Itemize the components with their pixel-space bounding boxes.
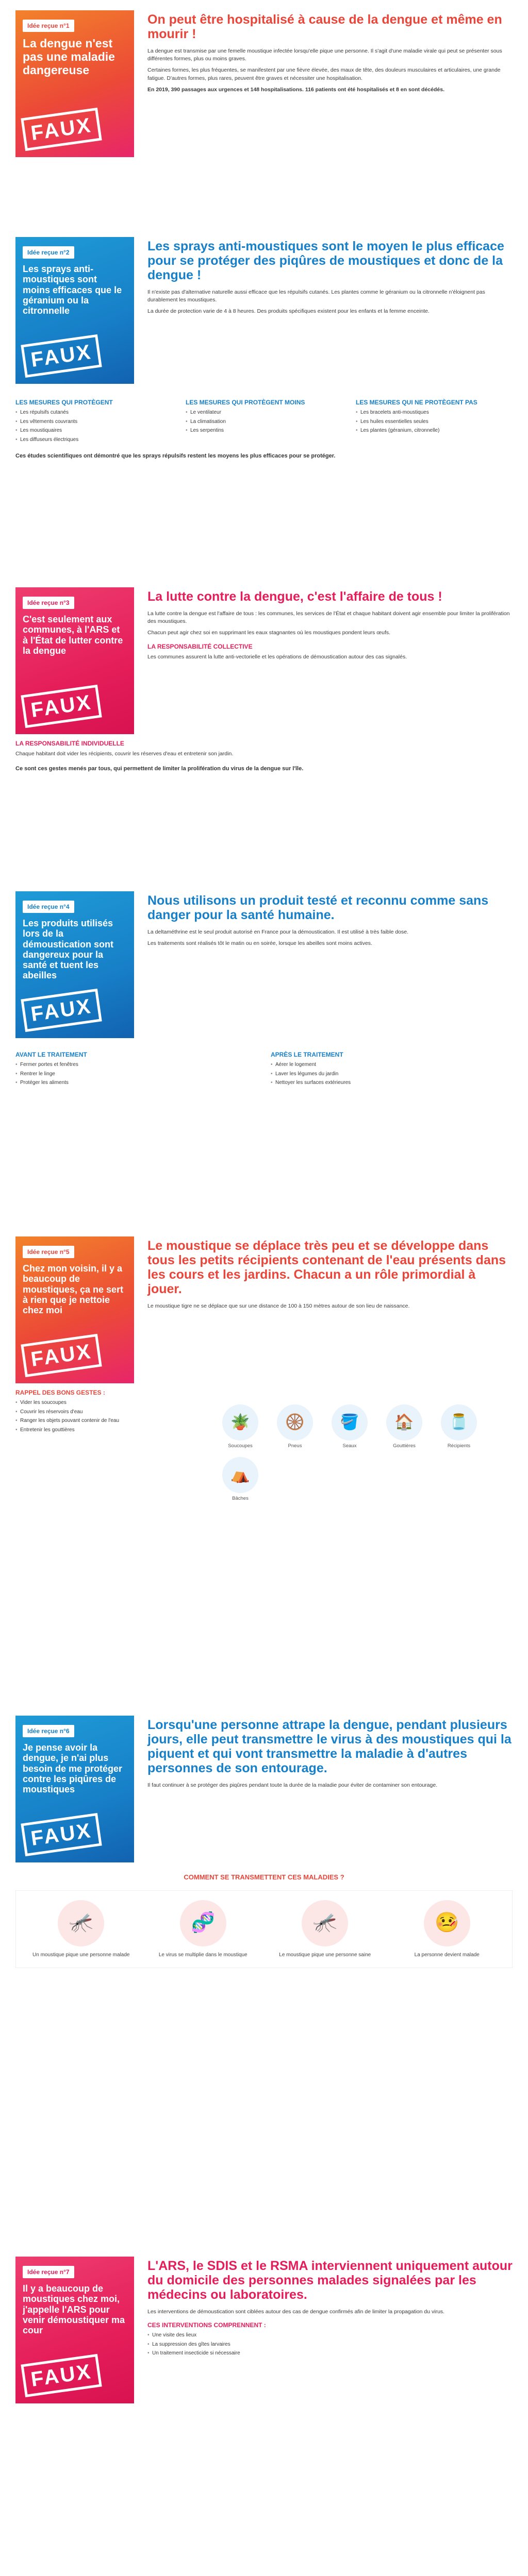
section-7 [0, 2257, 528, 2403]
list-item: • Aérer le logement [271, 1061, 513, 1069]
virus-icon: 🧬 [180, 1900, 226, 1946]
bucket-icon: 🪣 Seaux [326, 1404, 373, 1450]
myth-tag: Idée reçue n°7 [23, 2266, 74, 2278]
section-2 [0, 237, 528, 460]
list-item: • Les bracelets anti-moustiques [356, 409, 513, 417]
myth-card-7 [15, 2257, 134, 2403]
answer-4 [147, 891, 513, 1038]
list-item: • Nettoyer les surfaces extérieures [271, 1079, 513, 1087]
paragraph: Le moustique tigre ne se déplace que sur une distance de 100 à 150 mètres autour de son lieu de naissance. [147, 1303, 410, 1309]
paragraph: Il n'existe pas d'alternative naturelle aussi efficace que les répulsifs cutanés. Les plantes comme le géranium ou la citronnelle n'éloignent pas durablement les moustiques. [147, 289, 485, 303]
before-treatment [15, 1045, 257, 1089]
myth-tag: Idée reçue n°6 [23, 1725, 74, 1737]
paragraph: La dengue est transmise par une femelle moustique infectée lorsqu'elle pique une personne. Il s'agit d'une maladie virale qui peut se présenter sous différentes formes, plus ou moins graves. [147, 48, 502, 62]
column-heading: LES MESURES QUI NE PROTÈGENT PAS [356, 399, 477, 406]
section-3 [0, 587, 528, 773]
list-item: • Couvrir les réservoirs d'eau [15, 1409, 201, 1416]
paragraph: Chacun peut agir chez soi en supprimant les eaux stagnantes où les moustiques pondent leurs œufs. [147, 630, 391, 636]
gutter-icon: 🏠 Gouttières [381, 1404, 428, 1450]
section-note: Ce sont ces gestes menés par tous, qui permettent de limiter la prolifération du virus de la dengue sur l'île. [15, 766, 304, 772]
myth-title: Les sprays anti-moustiques sont moins efficaces que le géranium ou la citronnelle [23, 264, 122, 316]
faux-stamp: FAUX [21, 2354, 102, 2397]
paragraph: Il faut continuer à se protéger des piqûres pendant toute la durée de la maladie pour éviter de contaminer son entourage. [147, 1782, 438, 1788]
protect-less-column [186, 393, 342, 445]
paragraph: Les interventions de démoustication sont ciblées autour des cas de dengue confirmés afin de limiter la propagation du virus. [147, 2309, 445, 2315]
mosquito-icon: 🦟 [58, 1900, 104, 1946]
myth-title: Je pense avoir la dengue, je n'ai plus besoin de me protéger contre les piqûres de moustiques [23, 1742, 123, 1794]
faux-stamp: FAUX [21, 1334, 102, 1377]
diagram-step [392, 1900, 502, 1959]
diagram-step [148, 1900, 258, 1959]
section-note: Ces études scientifiques ont démontré que les sprays répulsifs restent les moyens les plus efficaces pour se protéger. [15, 453, 336, 460]
answer-title: On peut être hospitalisé à cause de la dengue et même en mourir ! [147, 12, 502, 41]
answer-title: Les sprays anti-moustiques sont le moyen le plus efficace pour se protéger des piqûres de moustiques et donc de la dengue ! [147, 239, 504, 282]
list-item: • Une visite des lieux [147, 2332, 513, 2340]
myth-tag: Idée reçue n°2 [23, 246, 74, 259]
faux-stamp: FAUX [21, 989, 102, 1032]
diagram-step [270, 1900, 380, 1959]
list-item: • Les huiles essentielles seules [356, 418, 513, 426]
subheading: CES INTERVENTIONS COMPRENNENT : [147, 2321, 266, 2329]
step-caption: La personne devient malade [414, 1952, 480, 1958]
breeding-site-illustrations [217, 1404, 513, 1502]
answer-6 [147, 1716, 513, 1862]
myth-title: C'est seulement aux communes, à l'ARS et à l'État de lutter contre la dengue [23, 614, 123, 656]
answer-1 [147, 10, 513, 157]
mosquito-icon: 🦟 [302, 1900, 348, 1946]
myth-card-6 [15, 1716, 134, 1862]
protect-column [15, 393, 172, 445]
myth-title: Chez mon voisin, il y a beaucoup de moustiques, ça ne sert à rien que je nettoie chez moi [23, 1263, 124, 1315]
sick-person-icon: 🤒 [424, 1900, 470, 1946]
myth-tag: Idée reçue n°4 [23, 901, 74, 913]
faux-stamp: FAUX [21, 108, 102, 151]
list-item: • Les moustiquaires [15, 427, 172, 435]
faux-stamp: FAUX [21, 334, 102, 378]
paragraph: La deltaméthrine est le seul produit autorisé en France pour la démoustication. Il est utilisé à très faible dose. [147, 929, 409, 935]
myth-card-4 [15, 891, 134, 1038]
subheading: AVANT LE TRAITEMENT [15, 1051, 87, 1058]
subheading: RAPPEL DES BONS GESTES : [15, 1389, 105, 1396]
answer-title: L'ARS, le SDIS et le RSMA interviennent uniquement autour du domicile des personnes malades signalées par les médecins ou laboratoires. [147, 2259, 513, 2302]
list-item: • Les serpentins [186, 427, 342, 435]
step-caption: Le virus se multiplie dans le moustique [158, 1952, 248, 1958]
paragraph: Les traitements sont réalisés tôt le matin ou en soirée, lorsque les abeilles sont moins actives. [147, 940, 372, 947]
list-item: • Les plantes (géranium, citronnelle) [356, 427, 513, 435]
myth-title: La dengue n'est pas une maladie dangereuse [23, 37, 115, 77]
container-icon: 🫙 Récipients [435, 1404, 483, 1450]
myth-card-2 [15, 237, 134, 384]
list-item: • Laver les légumes du jardin [271, 1071, 513, 1078]
list-item: • Rentrer le linge [15, 1071, 257, 1078]
faux-stamp: FAUX [21, 685, 102, 728]
myth-tag: Idée reçue n°5 [23, 1246, 74, 1258]
column-heading: LES MESURES QUI PROTÈGENT [15, 399, 113, 406]
list-item: • Protéger les aliments [15, 1079, 257, 1087]
paragraph: Certaines formes, les plus fréquentes, se manifestent par une fièvre élevée, des maux de tête, des douleurs musculaires et articulaires, une grande fatigue. D'autres formes, plus rares, peuvent être graves et nécessiter une hospitalisation. [147, 67, 501, 81]
paragraph: Les communes assurent la lutte anti-vectorielle et les opérations de démoustication autour des cas signalés. [147, 653, 407, 660]
myth-title: Les produits utilisés lors de la démoustication sont dangereux pour la santé et tuent les abeilles [23, 918, 114, 980]
list-item: • Les diffuseurs électriques [15, 436, 172, 444]
list-item: • La climatisation [186, 418, 342, 426]
answer-title: La lutte contre la dengue, c'est l'affaire de tous ! [147, 589, 442, 604]
subheading: LA RESPONSABILITÉ COLLECTIVE [147, 642, 253, 650]
saucer-icon: 🪴 Soucoupes [217, 1404, 264, 1450]
paragraph: La lutte contre la dengue est l'affaire de tous : les communes, les services de l'État et chaque habitant doivent agir ensemble pour limiter la prolifération des moustiques. [147, 611, 510, 625]
list-item: • Les répulsifs cutanés [15, 409, 172, 417]
answer-title: Le moustique se déplace très peu et se développe dans tous les petits récipients contenant de l'eau présents dans les cours et les jardins. Chacun a un rôle primordial à jouer. [147, 1239, 506, 1296]
step-caption: Un moustique pique une personne malade [32, 1952, 130, 1958]
myth-card-5 [15, 1236, 134, 1383]
answer-3 [147, 587, 513, 734]
tarp-icon: ⛺ Bâches [217, 1457, 264, 1502]
myth-title: Il y a beaucoup de moustiques chez moi, j'appelle l'ARS pour venir démoustiquer ma cour [23, 2283, 125, 2335]
section-5 [0, 1236, 528, 1502]
section-4 [0, 891, 528, 1089]
myth-tag: Idée reçue n°1 [23, 20, 74, 32]
no-protect-column [356, 393, 513, 445]
paragraph: Chaque habitant doit vider les récipients, couvrir les réserves d'eau et entretenir son jardin. [15, 751, 234, 757]
diagram-step [26, 1900, 136, 1959]
list-item: • Ranger les objets pouvant contenir de l'eau [15, 1417, 201, 1425]
faux-stamp: FAUX [21, 1813, 102, 1856]
myth-tag: Idée reçue n°3 [23, 597, 74, 609]
paragraph: La durée de protection varie de 4 à 8 heures. Des produits spécifiques existent pour les enfants et la femme enceinte. [147, 308, 430, 315]
transmission-diagram [15, 1890, 513, 1969]
myth-card-3 [15, 587, 134, 734]
answer-title: Lorsqu'une personne attrape la dengue, pendant plusieurs jours, elle peut transmettre le virus à des moustiques qui la piquent et qui vont transmettre la maladie à d'autres personnes de son entourage. [147, 1718, 512, 1775]
list-item: • Un traitement insecticide si nécessaire [147, 2350, 513, 2358]
answer-5 [147, 1236, 513, 1383]
answer-7 [147, 2257, 513, 2403]
section-1 [0, 10, 528, 157]
list-item: • Le ventilateur [186, 409, 342, 417]
list-item: • Vider les soucoupes [15, 1399, 201, 1407]
section-6 [0, 1716, 528, 1968]
answer-title: Nous utilisons un produit testé et reconnu comme sans danger pour la santé humaine. [147, 893, 489, 922]
step-caption: Le moustique pique une personne saine [279, 1952, 371, 1958]
paragraph: En 2019, 390 passages aux urgences et 148 hospitalisations. 116 patients ont été hospitalisés et 8 en sont décédés. [147, 86, 444, 93]
list-item: • La suppression des gîtes larvaires [147, 2341, 513, 2349]
tire-icon: 🛞 Pneus [271, 1404, 319, 1450]
list-item: • Entretenir les gouttières [15, 1427, 201, 1434]
subheading: APRÈS LE TRAITEMENT [271, 1051, 343, 1058]
subheading: LA RESPONSABILITÉ INDIVIDUELLE [15, 740, 124, 747]
diagram-title: COMMENT SE TRANSMETTENT CES MALADIES ? [184, 1873, 344, 1881]
column-heading: LES MESURES QUI PROTÈGENT MOINS [186, 399, 305, 406]
after-treatment [271, 1045, 513, 1089]
list-item: • Fermer portes et fenêtres [15, 1061, 257, 1069]
list-item: • Les vêtements couvrants [15, 418, 172, 426]
myth-card-1 [15, 10, 134, 157]
answer-2 [147, 237, 513, 384]
